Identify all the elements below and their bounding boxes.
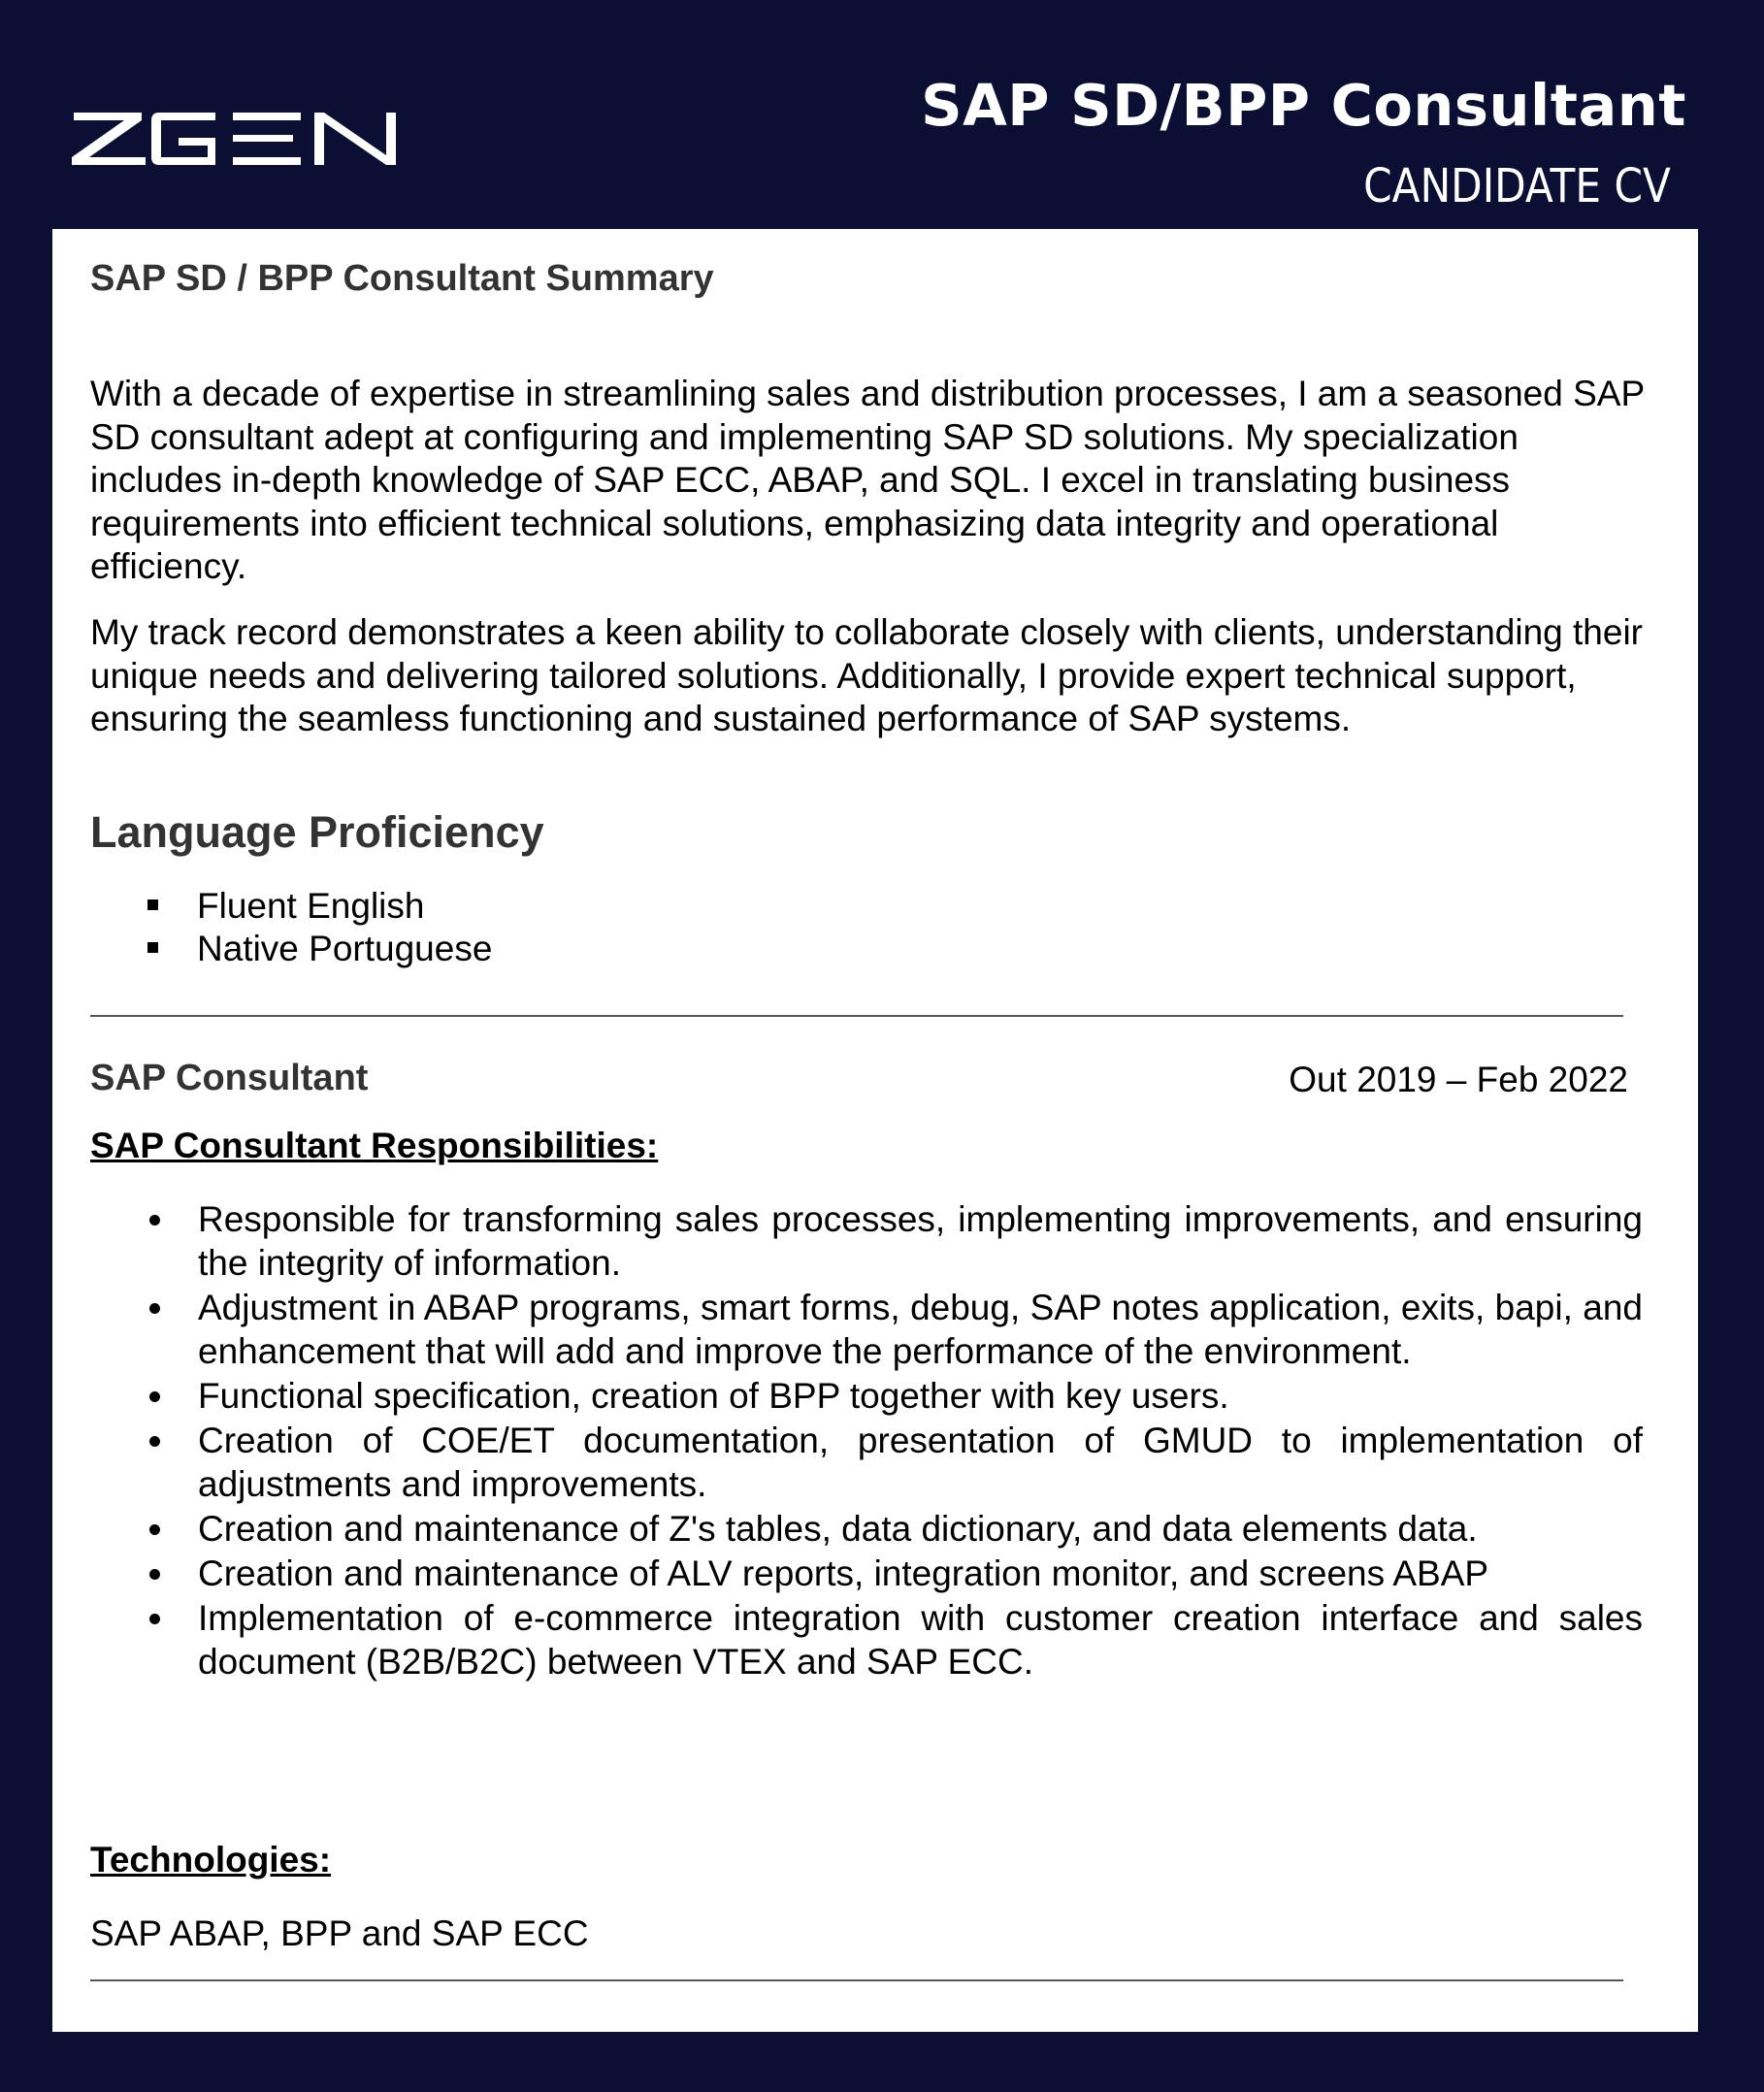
header-bar — [0, 0, 1764, 229]
square-bullet-icon — [147, 942, 158, 953]
document-type-label: CANDIDATE CV — [1363, 159, 1671, 213]
role-dates: Out 2019 – Feb 2022 — [1289, 1060, 1628, 1099]
summary-heading: SAP SD / BPP Consultant Summary — [90, 258, 714, 299]
technologies-value: SAP ABAP, BPP and SAP ECC — [90, 1913, 589, 1953]
responsibility-text: Implementation of e-commerce integration with customer creation interface and sales document (B2B/B2C) between VTEX and SAP ECC. — [198, 1598, 1643, 1682]
section-divider — [90, 1979, 1623, 1981]
responsibility-item — [90, 1374, 1643, 1418]
bullet-icon — [149, 1569, 160, 1580]
job-title: SAP SD/BPP Consultant — [921, 72, 1686, 139]
responsibility-text: Creation and maintenance of Z's tables, data dictionary, and data elements data. — [198, 1509, 1478, 1549]
language-item — [90, 885, 492, 928]
bullet-icon — [149, 1436, 160, 1447]
role-title: SAP Consultant — [90, 1058, 369, 1098]
responsibilities-heading: SAP Consultant Responsibilities: — [90, 1126, 659, 1165]
language-heading: Language Proficiency — [90, 807, 544, 857]
responsibility-text: Adjustment in ABAP programs, smart forms, debug, SAP notes application, exits, bapi, and enhancement that will add and improve the performance of the environment. — [198, 1288, 1643, 1371]
responsibility-item — [90, 1197, 1643, 1285]
section-divider — [90, 1015, 1623, 1017]
responsibility-text: Responsible for transforming sales processes, implementing improvements, and ensuring the integrity of information. — [198, 1199, 1643, 1283]
responsibility-item — [90, 1286, 1643, 1373]
technologies-heading: Technologies: — [90, 1840, 332, 1880]
responsibilities-list — [90, 1197, 1643, 1684]
responsibility-item — [90, 1596, 1643, 1683]
summary-paragraph-1: With a decade of expertise in streamlining sales and distribution processes, I am a seasoned SAP SD consultant adept at configuring and implementing SAP SD solutions. My specialization includes in-depth knowledge of SAP ECC, ABAP, and SQL. I excel in translating business requirements into efficient technical solutions, emphasizing data integrity and operational efficiency. — [90, 374, 1645, 586]
responsibility-item — [90, 1507, 1643, 1551]
responsibility-text: Functional specification, creation of BPP together with key users. — [198, 1376, 1229, 1416]
bullet-icon — [149, 1524, 160, 1535]
bullet-icon — [149, 1391, 160, 1402]
responsibility-item — [90, 1419, 1643, 1506]
cv-page — [52, 229, 1698, 2032]
responsibility-item — [90, 1552, 1643, 1595]
bullet-icon — [149, 1614, 160, 1624]
square-bullet-icon — [147, 899, 158, 910]
bullet-icon — [149, 1303, 160, 1314]
zgen-logo — [70, 109, 400, 167]
responsibility-text: Creation of COE/ET documentation, presentation of GMUD to implementation of adjustments and improvements. — [198, 1421, 1643, 1504]
language-item-label: Native Portuguese — [197, 929, 493, 968]
language-list — [90, 885, 492, 970]
summary-paragraph-2: My track record demonstrates a keen ability to collaborate closely with clients, understanding their unique needs and delivering tailored solutions. Additionally, I provide expert technical support, ensuring the seamless functioning and sustained performance of SAP systems. — [90, 612, 1643, 738]
bullet-icon — [149, 1215, 160, 1226]
responsibility-text: Creation and maintenance of ALV reports, integration monitor, and screens ABAP — [198, 1553, 1489, 1593]
language-item-label: Fluent English — [197, 886, 425, 926]
language-item — [90, 928, 492, 970]
